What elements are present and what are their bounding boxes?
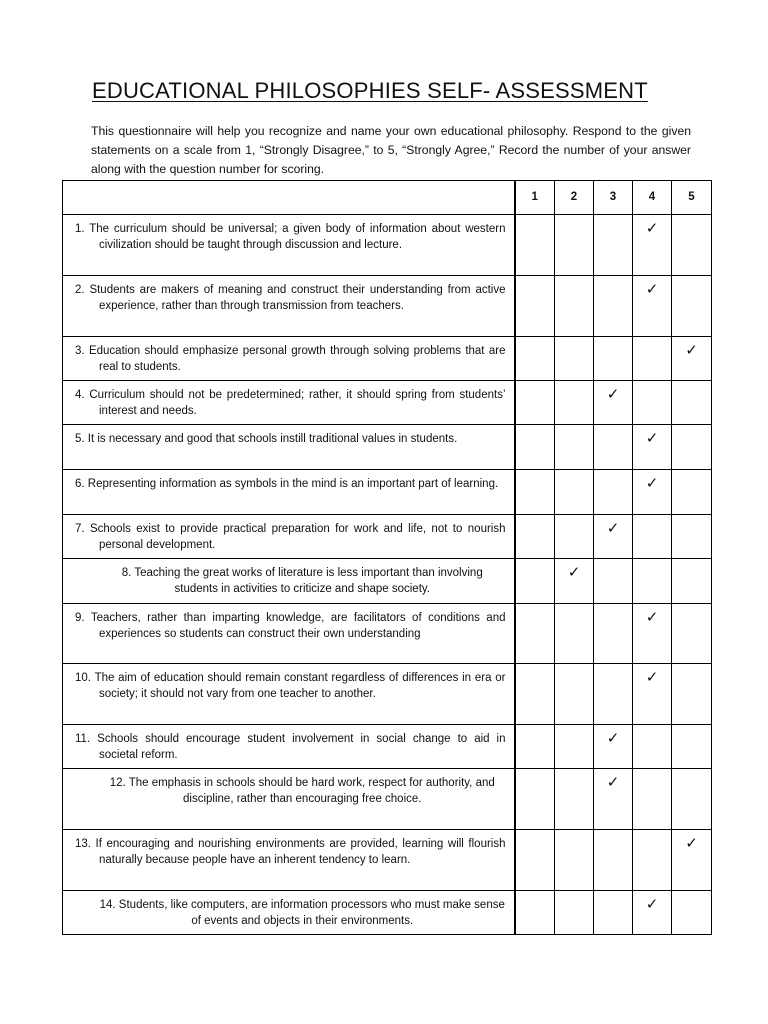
checkmark-icon: ✓ (567, 563, 581, 581)
rating-cell-4[interactable] (633, 425, 672, 470)
rating-cell-2[interactable] (555, 664, 594, 725)
rating-cell-1[interactable] (515, 381, 555, 425)
rating-cell-5[interactable] (672, 604, 712, 664)
scale-header-5: 5 (672, 181, 712, 215)
checkmark-icon: ✓ (645, 219, 659, 237)
statement-text: 12. The emphasis in schools should be hard work, respect for authority, and discipline, rather than encouraging free choice. (109, 777, 495, 806)
rating-cell-5[interactable] (672, 276, 712, 337)
rating-cell-5[interactable] (672, 215, 712, 276)
rating-cell-3[interactable] (594, 559, 633, 604)
rating-cell-2[interactable] (555, 604, 594, 664)
rating-cell-1[interactable] (515, 515, 555, 559)
rating-cell-1[interactable] (515, 559, 555, 604)
rating-cell-2[interactable] (555, 830, 594, 891)
rating-cell-5[interactable] (672, 664, 712, 725)
header-row (63, 181, 712, 215)
rating-cell-4[interactable] (633, 725, 672, 769)
statement-text: 13. If encouraging and nourishing environments are provided, learning will flourish naturally because people have an inherent tendency to learn. (75, 838, 506, 867)
rating-cell-1[interactable] (515, 337, 555, 381)
rating-cell-1[interactable] (515, 830, 555, 891)
rating-cell-4[interactable] (633, 515, 672, 559)
table-row (63, 830, 712, 891)
statement-text: 5. It is necessary and good that schools instill traditional values in students. (75, 433, 458, 445)
table-row (63, 664, 712, 725)
checkmark-icon: ✓ (645, 474, 659, 492)
statement-cell (63, 215, 515, 276)
table-row (63, 381, 712, 425)
checkmark-icon: ✓ (606, 385, 620, 403)
table-row (63, 559, 712, 604)
rating-cell-1[interactable] (515, 891, 555, 935)
checkmark-icon: ✓ (645, 895, 659, 913)
rating-cell-2[interactable] (555, 725, 594, 769)
statement-text: 9. Teachers, rather than imparting knowledge, are facilitators of conditions and experiences so students can construct their own understanding (75, 612, 506, 641)
statement-cell (63, 337, 515, 381)
rating-cell-2[interactable] (555, 337, 594, 381)
rating-cell-2[interactable] (555, 215, 594, 276)
rating-cell-1[interactable] (515, 470, 555, 515)
rating-cell-4[interactable] (633, 276, 672, 337)
rating-cell-1[interactable] (515, 215, 555, 276)
rating-cell-2[interactable] (555, 381, 594, 425)
statement-cell (63, 470, 515, 515)
rating-cell-5[interactable] (672, 515, 712, 559)
rating-cell-4[interactable] (633, 337, 672, 381)
checkmark-icon: ✓ (606, 773, 620, 791)
checkmark-icon: ✓ (685, 341, 698, 359)
rating-cell-3[interactable] (594, 725, 633, 769)
rating-cell-3[interactable] (594, 425, 633, 470)
checkmark-icon: ✓ (606, 729, 620, 747)
statement-text: 1. The curriculum should be universal; a given body of information about western civilization should be taught through discussion and lecture. (75, 223, 506, 252)
rating-cell-5[interactable] (672, 337, 712, 381)
scale-header-4: 4 (633, 181, 672, 215)
rating-cell-5[interactable] (672, 830, 712, 891)
rating-cell-4[interactable] (633, 769, 672, 830)
rating-cell-4[interactable] (633, 215, 672, 276)
rating-cell-5[interactable] (672, 425, 712, 470)
page-title: EDUCATIONAL PHILOSOPHIES SELF- ASSESSMENT (92, 78, 648, 103)
rating-cell-5[interactable] (672, 769, 712, 830)
checkmark-icon: ✓ (645, 608, 659, 626)
rating-cell-3[interactable] (594, 769, 633, 830)
rating-cell-1[interactable] (515, 604, 555, 664)
table-row (63, 604, 712, 664)
table-row (63, 891, 712, 935)
scale-header-3: 3 (594, 181, 633, 215)
statement-text: 2. Students are makers of meaning and construct their understanding from active experience, rather than through transmission from teachers. (75, 284, 506, 313)
checkmark-icon: ✓ (685, 834, 698, 852)
rating-cell-3[interactable] (594, 515, 633, 559)
rating-cell-1[interactable] (515, 425, 555, 470)
rating-cell-1[interactable] (515, 769, 555, 830)
rating-cell-4[interactable] (633, 830, 672, 891)
checkmark-icon: ✓ (606, 519, 620, 537)
statement-cell (63, 725, 515, 769)
table-row (63, 470, 712, 515)
statement-cell (63, 515, 515, 559)
rating-cell-5[interactable] (672, 891, 712, 935)
rating-cell-4[interactable] (633, 381, 672, 425)
rating-cell-1[interactable] (515, 276, 555, 337)
table-row (63, 725, 712, 769)
statement-cell (63, 891, 515, 935)
table-row (63, 425, 712, 470)
table-row (63, 276, 712, 337)
statement-text: 4. Curriculum should not be predetermined; rather, it should spring from students’ interest and needs. (75, 389, 506, 418)
checkmark-icon: ✓ (645, 668, 659, 686)
checkmark-icon: ✓ (645, 280, 659, 298)
rating-cell-3[interactable] (594, 337, 633, 381)
rating-cell-2[interactable] (555, 515, 594, 559)
statement-text: 14. Students, like computers, are information processors who must make sense of events and objects in their environments. (99, 899, 505, 928)
rating-cell-3[interactable] (594, 604, 633, 664)
statement-cell (63, 664, 515, 725)
rating-cell-5[interactable] (672, 470, 712, 515)
rating-cell-4[interactable] (633, 891, 672, 935)
table-row (63, 769, 712, 830)
instructions-paragraph: This questionnaire will help you recognize and name your own educational philosophy. Respond to the given statements on a scale from 1, “Strongly Disagree,” to 5, “Strongly Agree,” Record the number of your answer along with the question number for scoring. (91, 124, 691, 176)
statement-text: 7. Schools exist to provide practical preparation for work and life, not to nourish personal development. (75, 523, 506, 552)
statement-cell (63, 769, 515, 830)
statement-text: 11. Schools should encourage student involvement in social change to aid in societal reform. (75, 733, 506, 762)
rating-cell-2[interactable] (555, 559, 594, 604)
rating-cell-3[interactable] (594, 276, 633, 337)
statement-text: 3. Education should emphasize personal growth through solving problems that are real to students. (75, 345, 506, 374)
rating-cell-4[interactable] (633, 664, 672, 725)
statement-text: 6. Representing information as symbols in the mind is an important part of learning. (75, 478, 499, 490)
statement-cell (63, 276, 515, 337)
rating-cell-3[interactable] (594, 891, 633, 935)
statement-text: 10. The aim of education should remain constant regardless of differences in era or society; it should not vary from one teacher to another. (75, 672, 506, 701)
rating-cell-3[interactable] (594, 664, 633, 725)
scale-header-1: 1 (515, 181, 555, 215)
table-row (63, 215, 712, 276)
scale-header-2: 2 (555, 181, 594, 215)
statement-text: 8. Teaching the great works of literature is less important than involving students in activities to criticize and shape society. (121, 567, 483, 596)
rating-cell-2[interactable] (555, 769, 594, 830)
rating-cell-1[interactable] (515, 664, 555, 725)
rating-cell-3[interactable] (594, 470, 633, 515)
header-statement-cell (63, 181, 515, 215)
rating-cell-5[interactable] (672, 381, 712, 425)
rating-cell-2[interactable] (555, 425, 594, 470)
statement-cell (63, 425, 515, 470)
rating-cell-4[interactable] (633, 559, 672, 604)
statement-cell (63, 604, 515, 664)
rating-cell-3[interactable] (594, 215, 633, 276)
rating-cell-5[interactable] (672, 725, 712, 769)
statement-cell (63, 559, 515, 604)
rating-cell-2[interactable] (555, 276, 594, 337)
rating-cell-4[interactable] (633, 470, 672, 515)
rating-cell-5[interactable] (672, 559, 712, 604)
statement-cell (63, 381, 515, 425)
table-row (63, 337, 712, 381)
assessment-table (62, 180, 712, 935)
table-row (63, 515, 712, 559)
checkmark-icon: ✓ (645, 429, 659, 447)
rating-cell-2[interactable] (555, 470, 594, 515)
rating-cell-3[interactable] (594, 830, 633, 891)
rating-cell-1[interactable] (515, 725, 555, 769)
rating-cell-4[interactable] (633, 604, 672, 664)
statement-cell (63, 830, 515, 891)
rating-cell-3[interactable] (594, 381, 633, 425)
rating-cell-2[interactable] (555, 891, 594, 935)
